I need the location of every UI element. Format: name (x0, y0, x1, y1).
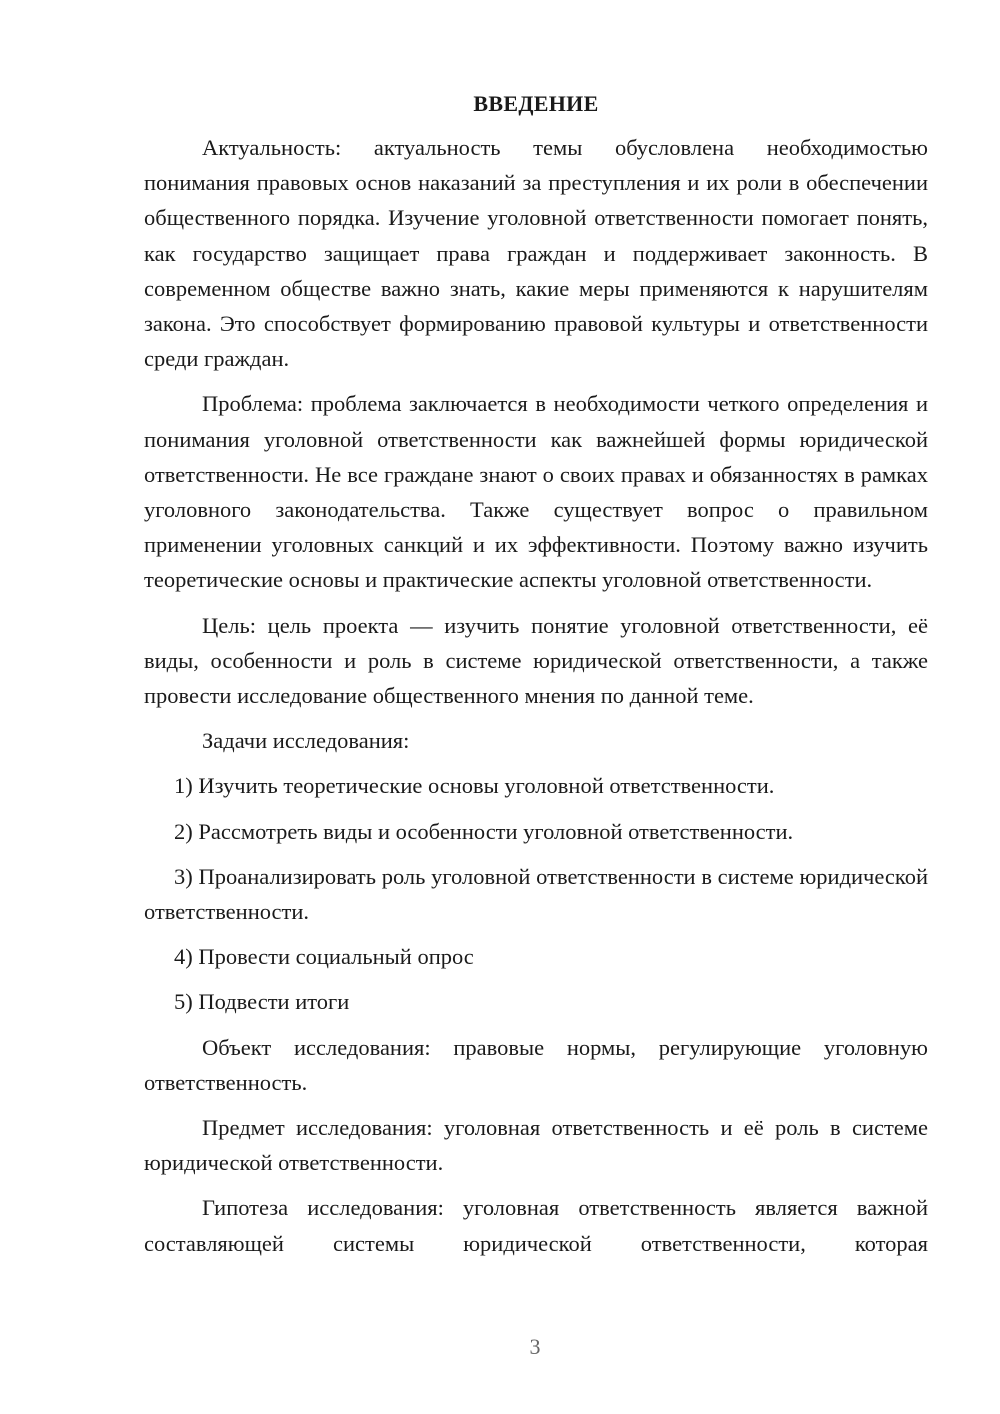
paragraph-problem: Проблема: проблема заключается в необходимости четкого определения и понимания уголовной ответственности как важнейшей формы юридической ответственности. Не все граждане знают о своих правах и обязанностях в рамках уголовного законодательства. Также существует вопрос о правильном применении уголовных санкций и их эффективности. Поэтому важно изучить теоретические основы и практические аспекты уголовной ответственности. (144, 391, 928, 593)
page-number: 3 (529, 1334, 541, 1359)
section-heading: ВВЕДЕНИЕ (473, 91, 599, 116)
paragraph-subject: Предмет исследования: уголовная ответственность и её роль в системе юридической ответственности. (144, 1115, 928, 1176)
paragraph-object: Объект исследования: правовые нормы, регулирующие уголовную ответственность. (144, 1034, 928, 1095)
task-item-5: 5) Подвести итоги (174, 989, 350, 1015)
tasks-title: Задачи исследования: (202, 728, 410, 754)
paragraph-hypothesis: Гипотеза исследования: уголовная ответственность является важной составляющей системы юридической ответственности, которая (144, 1195, 928, 1256)
paragraph-goal: Цель: цель проекта — изучить понятие уголовной ответственности, её виды, особенности и роль в системе юридической ответственности, а также провести исследование общественного мнения по данной теме. (144, 612, 928, 709)
task-item-4: 4) Провести социальный опрос (174, 944, 474, 970)
task-item-3: 3) Проанализировать роль уголовной ответственности в системе юридической ответственности. (144, 863, 928, 925)
task-item-1: 1) Изучить теоретические основы уголовной ответственности. (174, 773, 775, 799)
task-item-2: 2) Рассмотреть виды и особенности уголовной ответственности. (174, 818, 794, 844)
paragraph-relevance: Актуальность: актуальность темы обусловлена необходимостью понимания правовых основ наказаний за преступления и их роли в обеспечении общественного порядка. Изучение уголовной ответственности помогает понять, как государство защищает права граждан и поддерживает законность. В современном обществе важно знать, какие меры применяются к нарушителям закона. Это способствует формированию правовой культуры и ответственности среди граждан. (144, 135, 928, 372)
document-page (144, 88, 928, 1271)
